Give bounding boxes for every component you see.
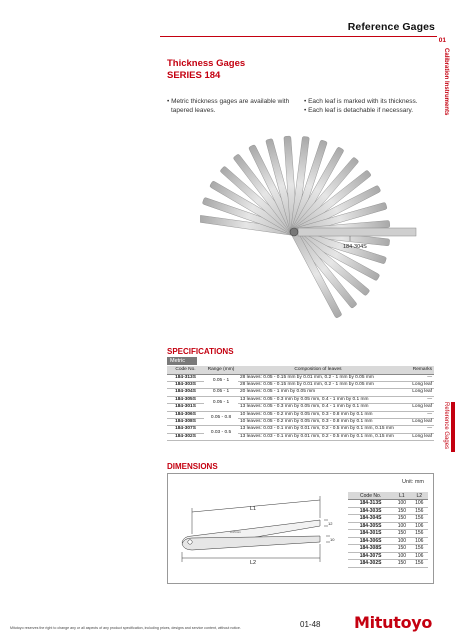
table-header-row — [348, 492, 428, 500]
table-row — [348, 545, 428, 553]
cell-l1: 150 — [393, 560, 410, 568]
page-header-title: Reference Gages — [347, 21, 435, 33]
cell-remarks: — — [398, 374, 434, 381]
cell-l1: 100 — [393, 500, 410, 508]
cell-l2: 106 — [411, 552, 428, 560]
table-row — [348, 530, 428, 538]
table-row — [348, 500, 428, 508]
cell-l1: 100 — [393, 552, 410, 560]
cell-remarks: Long leaf — [398, 418, 434, 425]
table-row — [348, 537, 428, 545]
table-header-row — [167, 366, 434, 374]
gage-leaves — [200, 136, 390, 318]
cell-composition: 13 leaves: 0.05 - 0.3 mm by 0.05 mm, 0.4 - 1 mm by 0.1 mm — [238, 404, 398, 411]
side-tab-label: Calibration Instruments — [443, 48, 449, 116]
cell-code: 184-307S — [167, 426, 204, 433]
dimension-drawing — [170, 482, 340, 580]
feature-bullet: tapered leaves. — [171, 107, 216, 114]
cell-code: 184-313S — [167, 374, 204, 381]
cell-l1: 150 — [393, 545, 410, 553]
footer-disclaimer: Mitutoyo reserves the right to change any or all aspects of any product specification, including prices, designs and service content, without notice. — [10, 626, 241, 630]
cell-composition: 28 leaves: 0.05 - 0.15 mm by 0.01 mm, 0.2 - 1 mm by 0.05 mm — [238, 374, 398, 381]
col-header-l2: L2 — [411, 492, 428, 500]
cell-code: 184-306S — [167, 411, 204, 418]
unit-label: Unit: mm — [402, 479, 424, 485]
cell-remarks: — — [398, 426, 434, 433]
cell-code: 184-303S — [348, 507, 393, 515]
dimensions-table — [348, 492, 428, 568]
cell-code: 184-301S — [348, 530, 393, 538]
cell-code: 184-308S — [167, 418, 204, 425]
col-header-remarks: Remarks — [398, 366, 434, 374]
product-title-line1: Thickness Gages — [167, 58, 246, 69]
mitutoyo-logo: Mitutoyo — [354, 613, 433, 632]
label-l1: L1 — [250, 506, 257, 512]
cell-l1: 150 — [393, 515, 410, 523]
product-title-line2: SERIES 184 — [167, 70, 221, 81]
table-row — [348, 552, 428, 560]
cell-composition: 13 leaves: 0.03 - 0.1 mm by 0.01 mm, 0.2 - 0.5 mm by 0.1 mm, 0.15 mm — [238, 433, 398, 440]
page-number: 01-48 — [300, 620, 321, 629]
cell-code: 184-307S — [348, 552, 393, 560]
feature-bullets-right — [304, 97, 424, 115]
cell-code: 184-303S — [167, 381, 204, 388]
cell-remarks: — — [398, 411, 434, 418]
cell-l2: 156 — [411, 507, 428, 515]
product-title — [167, 58, 245, 82]
cell-composition: 13 leaves: 0.05 - 0.3 mm by 0.05 mm, 0.4 - 1 mm by 0.1 mm — [238, 396, 398, 403]
leaf-mark: 0.05mm — [230, 530, 241, 534]
cell-range: 0.03 - 0.5 — [204, 426, 238, 441]
cell-code: 184-308S — [348, 545, 393, 553]
specifications-table — [167, 366, 434, 441]
cell-remarks: Long leaf — [398, 389, 434, 396]
cell-code: 184-304S — [348, 515, 393, 523]
cell-composition: 13 leaves: 0.03 - 0.1 mm by 0.01 mm, 0.2 - 0.5 mm by 0.1 mm, 0.15 mm — [238, 426, 398, 433]
cell-code: 184-304S — [167, 389, 204, 396]
cell-range: 0.05 - 1 — [204, 396, 238, 411]
side-tab-section-label: Reference Gages — [443, 402, 449, 450]
cell-composition: 28 leaves: 0.05 - 0.15 mm by 0.01 mm, 0.2 - 1 mm by 0.05 mm — [238, 381, 398, 388]
cell-l1: 100 — [393, 537, 410, 545]
table-row — [348, 560, 428, 568]
cell-code: 184-305S — [167, 396, 204, 403]
cell-code: 184-313S — [348, 500, 393, 508]
col-header-code: Code No. — [348, 492, 393, 500]
label-width-10: 10 — [330, 537, 335, 542]
cell-remarks: — — [398, 396, 434, 403]
cell-composition: 10 leaves: 0.05 - 0.2 mm by 0.05 mm, 0.3 - 0.8 mm by 0.1 mm — [238, 418, 398, 425]
label-l2: L2 — [250, 560, 257, 566]
cell-composition: 20 leaves: 0.05 - 1 mm by 0.05 mm — [238, 389, 398, 396]
cell-l2: 106 — [411, 522, 428, 530]
cell-range: 0.05 - 1 — [204, 389, 238, 396]
table-row — [167, 426, 434, 433]
header-rule — [160, 36, 437, 37]
feature-bullets-left — [167, 97, 297, 115]
cell-code: 184-306S — [348, 537, 393, 545]
extended-leaf — [298, 228, 416, 236]
feature-bullet: • Each leaf is marked with its thickness. — [304, 98, 418, 105]
cell-remarks: Long leaf — [398, 433, 434, 440]
thickness-gage-photo — [200, 128, 430, 328]
cell-l1: 100 — [393, 522, 410, 530]
table-row — [348, 507, 428, 515]
cell-l2: 156 — [411, 530, 428, 538]
table-row — [348, 522, 428, 530]
table-row — [167, 389, 434, 396]
side-tab-marker — [451, 402, 455, 452]
feature-bullet: • Each leaf is detachable if necessary. — [304, 107, 414, 114]
table-row — [167, 374, 434, 381]
col-header-composition: Composition of leaves — [238, 366, 398, 374]
col-header-l1: L1 — [393, 492, 410, 500]
specifications-heading: SPECIFICATIONS — [167, 347, 234, 356]
table-row — [167, 411, 434, 418]
cell-range: 0.05 - 0.8 — [204, 411, 238, 426]
cell-code: 184-301S — [167, 404, 204, 411]
cell-code: 184-302S — [348, 560, 393, 568]
cell-l1: 150 — [393, 530, 410, 538]
metric-tab: Metric — [167, 357, 197, 365]
cell-l2: 156 — [411, 560, 428, 568]
cell-code: 184-305S — [348, 522, 393, 530]
image-callout: 184-304S — [343, 244, 367, 250]
col-header-range: Range (mm) — [204, 366, 238, 374]
cell-l2: 156 — [411, 545, 428, 553]
cell-l2: 106 — [411, 537, 428, 545]
cell-l2: 106 — [411, 500, 428, 508]
cell-composition: 10 leaves: 0.05 - 0.2 mm by 0.05 mm, 0.3 - 0.8 mm by 0.1 mm — [238, 411, 398, 418]
table-row — [348, 515, 428, 523]
cell-l2: 156 — [411, 515, 428, 523]
col-header-code: Code No. — [167, 366, 204, 374]
side-tab-number: 01 — [438, 37, 446, 44]
cell-code: 184-302S — [167, 433, 204, 440]
dimensions-heading: DIMENSIONS — [167, 462, 218, 471]
feature-bullet: • Metric thickness gages are available with — [167, 98, 290, 105]
cell-l1: 150 — [393, 507, 410, 515]
cell-remarks: Long leaf — [398, 381, 434, 388]
label-width-12: 12 — [328, 521, 333, 526]
cell-range: 0.05 - 1 — [204, 374, 238, 389]
table-row — [167, 396, 434, 403]
pivot-screw — [290, 228, 298, 236]
cell-remarks: Long leaf — [398, 404, 434, 411]
